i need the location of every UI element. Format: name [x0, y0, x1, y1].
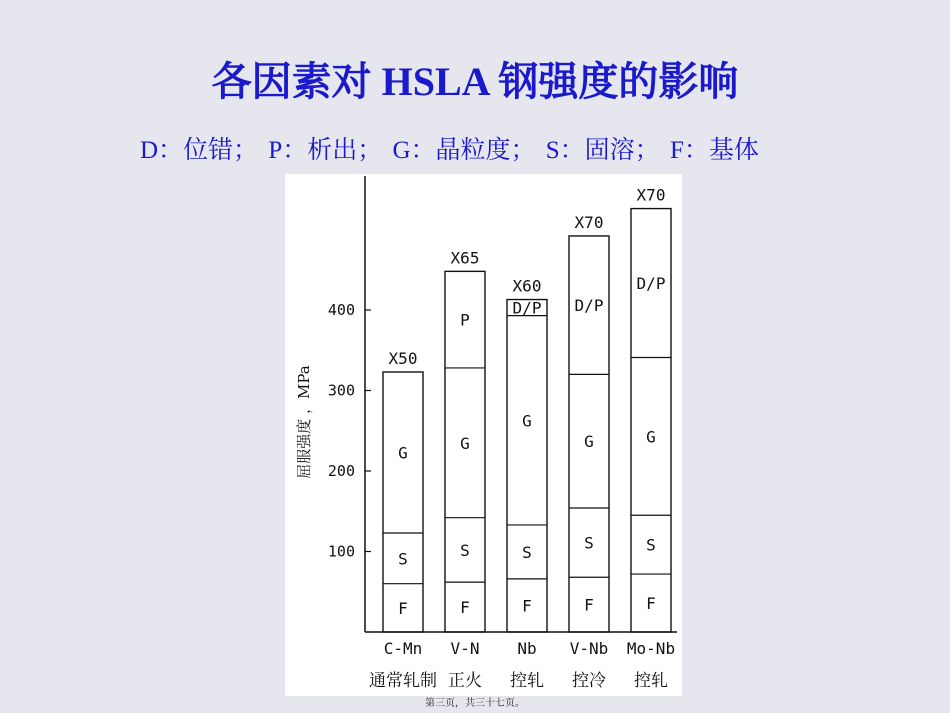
category-sublabel-Mo-Nb: 控轧	[634, 671, 668, 691]
segment-label-V-Nb-F: F	[584, 595, 594, 615]
y-tick-label-100: 100	[327, 542, 355, 561]
grade-label-V-N: X65	[450, 248, 480, 268]
segment-label-V-N-F: F	[460, 598, 470, 618]
segment-label-Nb-F: F	[522, 596, 532, 616]
category-label-Mo-Nb: Mo-Nb	[626, 639, 676, 658]
legend-item-precipitation: P：析出；	[268, 137, 383, 164]
strength-chart	[285, 174, 682, 696]
y-tick-label-400: 400	[327, 301, 355, 319]
category-sublabel-C-Mn: 通常轧制	[369, 671, 437, 691]
segment-label-Nb-S: S	[522, 542, 532, 562]
category-sublabel-Nb: 控轧	[510, 671, 544, 691]
category-label-V-Nb: V-Nb	[569, 639, 609, 658]
segment-label-Mo-Nb-G: G	[646, 427, 656, 447]
segment-label-C-Mn-F: F	[398, 598, 408, 618]
bar-Nb	[507, 300, 547, 632]
legend-item-dislocation: D：位错；	[140, 137, 259, 164]
segment-label-V-Nb-G: G	[584, 432, 594, 452]
category-label-Nb: Nb	[517, 639, 537, 658]
grade-label-Nb: X60	[512, 276, 542, 296]
segment-label-Mo-Nb-F: F	[646, 594, 656, 614]
category-sublabel-V-Nb: 控冷	[572, 671, 606, 691]
category-label-V-N: V-N	[450, 639, 480, 658]
segment-label-V-N-S: S	[460, 540, 470, 560]
y-tick-label-200: 200	[327, 462, 355, 480]
segment-label-V-N-P: P	[460, 310, 470, 330]
factor-legend	[140, 130, 763, 166]
bar-C-Mn	[383, 372, 423, 632]
segment-label-V-Nb-D/P: D/P	[574, 296, 604, 316]
page-footer: 第三页，共三十七页。	[425, 698, 525, 709]
y-axis-label: 屈服强度 ，MPa	[295, 365, 313, 479]
segment-label-C-Mn-G: G	[398, 443, 408, 463]
grade-label-V-Nb: X70	[574, 212, 604, 232]
segment-label-Nb-D/P: D/P	[512, 298, 542, 318]
y-tick-label-300: 300	[327, 381, 355, 400]
segment-label-Mo-Nb-S: S	[646, 535, 656, 555]
bar-Mo-Nb	[631, 209, 671, 632]
grade-label-Mo-Nb: X70	[636, 185, 666, 205]
legend-item-grain-size: G：晶粒度；	[392, 137, 536, 164]
legend-item-solid-solution: S：固溶；	[545, 137, 660, 164]
category-sublabel-V-N: 正火	[448, 671, 482, 691]
grade-label-C-Mn: X50	[388, 348, 418, 368]
segment-label-Nb-G: G	[522, 411, 532, 431]
legend-item-matrix: F：基体	[669, 137, 759, 164]
segment-label-V-Nb-S: S	[584, 533, 594, 553]
segment-label-V-N-G: G	[460, 433, 470, 453]
segment-label-C-Mn-S: S	[398, 549, 408, 569]
strength-chart-figure	[285, 174, 682, 696]
slide-title: 各因素对 HSLA 钢强度的影响	[211, 59, 739, 104]
category-label-C-Mn: C-Mn	[383, 639, 423, 658]
segment-label-Mo-Nb-D/P: D/P	[636, 274, 666, 294]
